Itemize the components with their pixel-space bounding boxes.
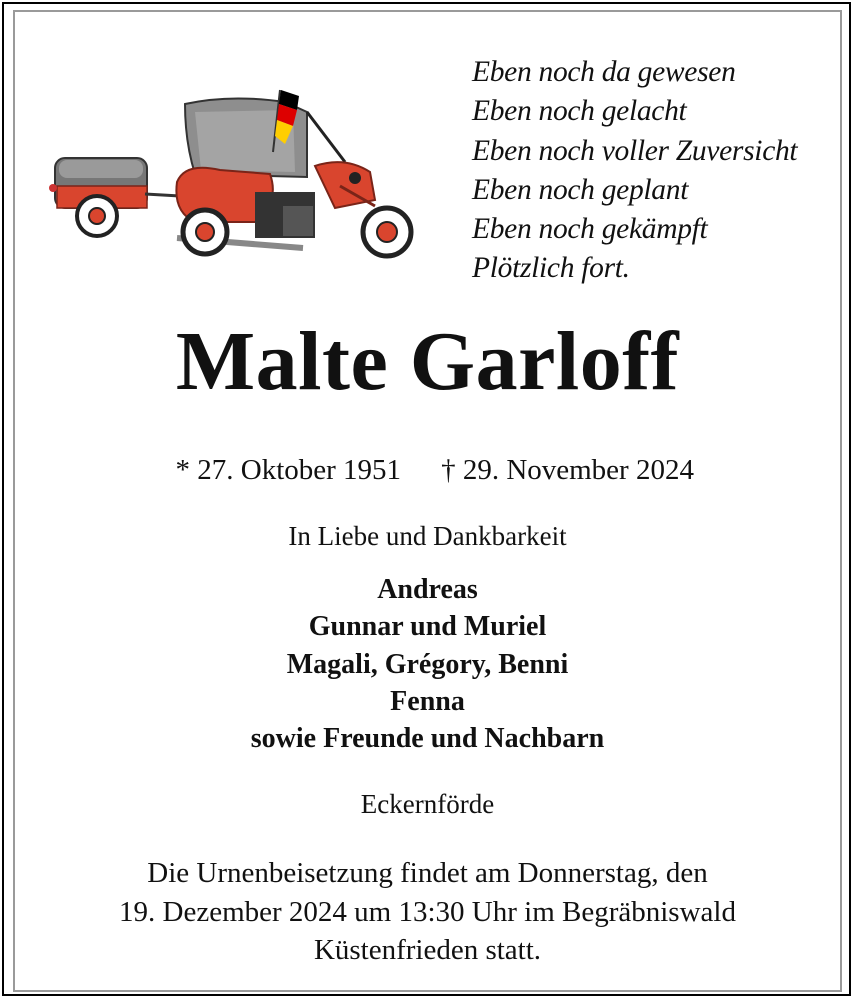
- poem-line: Eben noch gekämpft: [472, 213, 708, 246]
- trailer: [49, 158, 180, 236]
- mourners-list: [0, 571, 855, 757]
- birth-date: * 27. Oktober 1951: [175, 454, 402, 486]
- poem-line: Eben noch da gewesen: [472, 56, 736, 88]
- notice-line: Die Urnenbeisetzung findet am Donnerstag, den: [147, 857, 708, 889]
- mourner-line: Andreas: [377, 574, 478, 605]
- notice-line: 19. Dezember 2024 um 13:30 Uhr im Begräbniswald: [119, 895, 736, 928]
- scooter-photo: [45, 82, 420, 272]
- place: Eckernförde: [360, 789, 495, 819]
- poem-line: Eben noch voller Zuversicht: [472, 134, 798, 167]
- burial-notice: [0, 854, 855, 970]
- mourner-line: Magali, Grégory, Benni: [286, 648, 569, 680]
- death-date: † 29. November 2024: [441, 454, 694, 486]
- poem-line: Plötzlich fort.: [472, 252, 630, 285]
- notice-line: Küstenfrieden statt.: [313, 934, 542, 966]
- poem-line: Eben noch gelacht: [472, 95, 687, 128]
- dedication: In Liebe und Dankbarkeit: [288, 521, 567, 551]
- mourner-line: Fenna: [390, 685, 465, 717]
- deceased-name: Malte Garloff: [175, 315, 680, 408]
- mourner-line: sowie Freunde und Nachbarn: [250, 723, 605, 755]
- life-dates: [0, 416, 855, 488]
- mourner-line: Gunnar und Muriel: [308, 611, 547, 643]
- poem: [472, 53, 832, 289]
- poem-line: Eben noch geplant: [472, 173, 689, 206]
